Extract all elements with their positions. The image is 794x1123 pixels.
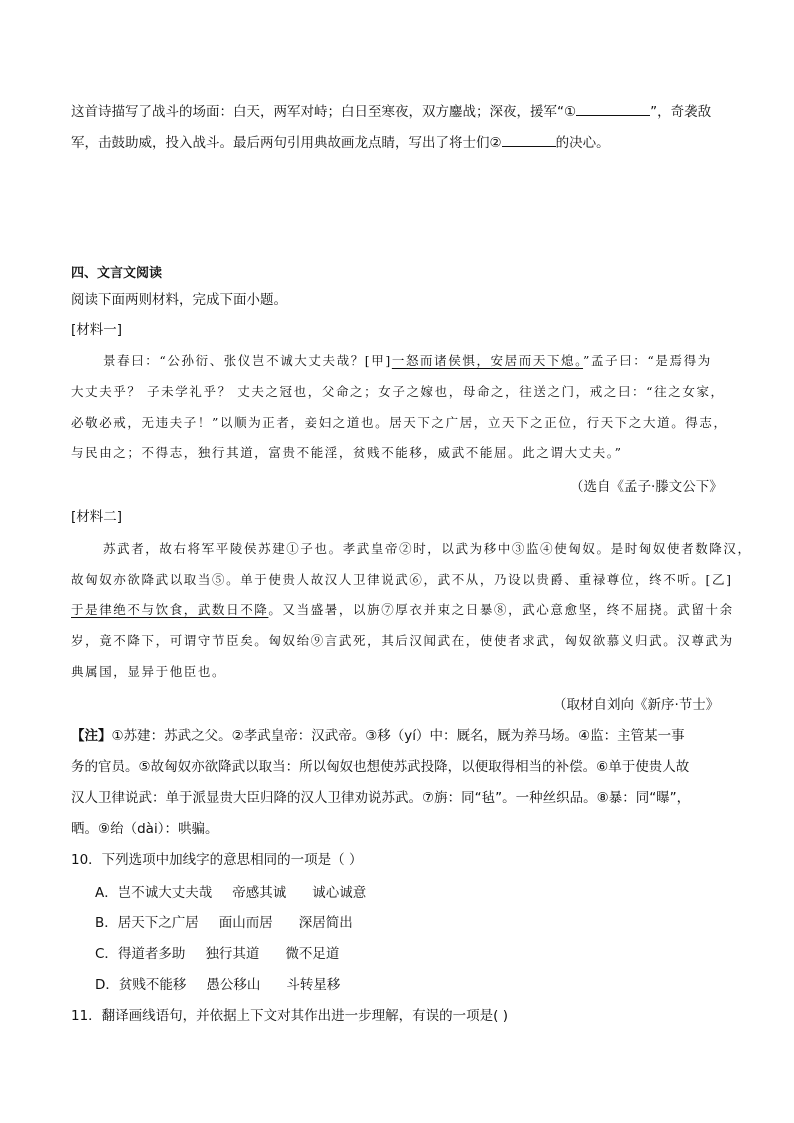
answer-blank-2 [502,134,556,147]
option-phrase: 面山而居 [218,915,273,931]
material-2-line: 岁，竟不降下，可谓守节臣矣。匈奴绐⑨言武死，其后汉闻武在，使使者求武，匈奴欲慕义归武。汉尊武为 [71,633,734,648]
option-phrase: 独行其道 [205,946,260,962]
option-a[interactable] [95,884,366,902]
option-phrase: 居天下之广居 [117,915,199,931]
option-label: D． [95,977,119,993]
material-1-source: （选自《孟子·滕文公下》 [570,479,723,495]
section-instruction: 阅读下面两则材料，完成下面小题。 [71,292,287,308]
summary-text: 的决心。 [555,135,610,151]
option-label: B． [95,915,118,931]
passage-text: 景春曰：“公孙衍、张仪岂不诚大丈夫哉？[甲] [103,353,392,368]
summary-text: 军，击鼓助威，投入战斗。最后两句引用典故画龙点睛，写出了将士们② [71,135,502,151]
passage-text: 。又当盛暑，以旃⑦厚衣并束之日暴⑧，武心意愈坚，终不屈挠。武留十余 [268,602,734,617]
option-label: C． [95,946,118,962]
material-2-line: 典属国，显异于他臣也。 [71,664,227,679]
option-phrase: 诚心诚意 [312,885,367,901]
option-phrase: 深居简出 [298,915,353,931]
notes-heading: 【注】 [71,728,112,744]
question-11-stem: 11．翻译画线语句，并依据上下文对其作出进一步理解，有误的一项是( ) [71,1008,509,1024]
material-1-line: 大丈夫乎？ 子未学礼乎？ 丈夫之冠也，父命之；女子之嫁也，母命之，往送之门，戒之曰：“往之女家， [71,384,725,399]
summary-line-1 [71,103,711,121]
summary-text: 这首诗描写了战斗的场面：白天，两军对峙；白日至寒夜，双方鏖战；深夜，援军“① [71,104,577,120]
option-c[interactable] [95,945,339,963]
notes-line: 汉人卫律说武：单于派显贵大臣归降的汉人卫律劝说苏武。⑦旃：同“毡”。一种丝织品。⑧暴：同“曝”， [71,790,691,806]
answer-blank-1 [576,103,650,116]
underlined-sentence-jia: 一怒而诸侯惧，安居而天下熄。 [391,353,584,368]
material-1-label: [材料一] [71,322,123,338]
material-2-line: 苏武者，故右将军平陵侯苏建①子也。孝武皇帝②时，以武为移中③监④使匈奴。是时匈奴使者数降汉， [103,541,752,556]
summary-text: ”，奇袭敌 [650,104,712,120]
option-phrase: 帝感其诚 [232,885,287,901]
material-2-source: （取材自刘向《新序·节士》 [553,697,720,713]
section-title: 四、文言文阅读 [71,266,163,281]
material-2-line [71,601,734,619]
option-phrase: 岂不诚大丈夫哉 [117,885,213,901]
material-1-line: 与民由之；不得志，独行其道，富贵不能淫，贫贱不能移，威武不能屈。此之谓大丈夫。” [71,445,623,460]
option-b[interactable] [95,914,353,932]
passage-text: ”孟子曰：“是焉得为 [583,353,712,368]
material-2-label: [材料二] [71,509,123,525]
option-phrase: 微不足道 [285,946,340,962]
material-2-line: 故匈奴亦欲降武以取当⑤。单于使贵人故汉人卫律说武⑥，武不从，乃设以贵爵、重禄尊位，终不听。[乙] [71,572,733,587]
notes-text: ①苏建：苏武之父。②孝武皇帝：汉武帝。③移（yí）中：厩名，厩为养马场。④监：主管某一事 [111,728,685,744]
option-phrase: 贫贱不能移 [118,977,187,993]
option-phrase: 斗转星移 [286,977,341,993]
underlined-sentence-yi: 于是律绝不与饮食，武数日不降 [71,602,269,617]
notes-line: 务的官员。⑤故匈奴亦欲降武以取当：所以匈奴也想使苏武投降，以便取得相当的补偿。⑥单于使贵人故 [71,759,690,775]
question-10-stem: 10．下列选项中加线字的意思相同的一项是（ ） [71,852,363,868]
option-phrase: 愚公移山 [206,977,261,993]
material-1-line [103,352,712,370]
option-phrase: 得道者多助 [117,946,186,962]
notes-line [71,727,685,745]
material-1-line: 必敬必戒，无违夫子！”以顺为正者，妾妇之道也。居天下之广居，立天下之正位，行天下之大道。得志， [71,415,728,430]
option-d[interactable] [95,976,340,994]
summary-line-2 [71,134,610,152]
option-label: A． [95,885,118,901]
notes-line: 晒。⑨绐（dài）：哄骗。 [71,821,219,837]
